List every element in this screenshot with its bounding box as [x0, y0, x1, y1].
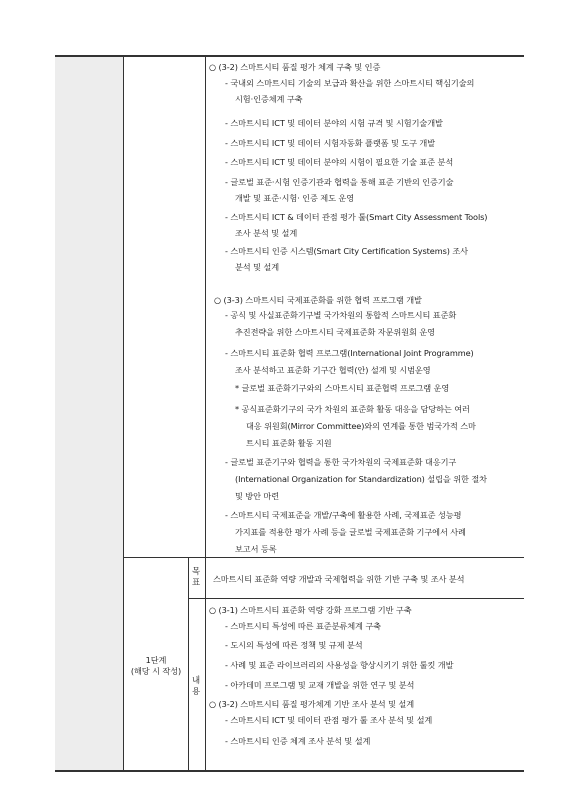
goal-label: 목표: [191, 566, 201, 587]
section-title: ○ (3-3) 스마트시티 국제표준화를 위한 협력 프로그램 개발: [214, 295, 422, 305]
stage1-label-line1: 1단계: [145, 655, 167, 665]
bullet-item: - 스마트시티 ICT & 데이터 관점 평가 툴(Smart City Assessment Tools): [225, 212, 488, 222]
bullet-item: 시험·인증체계 구축: [235, 94, 303, 104]
table-bottom-border: [55, 770, 524, 772]
bullet-item: - 스마트시티 ICT 및 데이터 분야의 시험 규격 및 시험기술개발: [225, 118, 443, 128]
col-divider-label: [188, 557, 189, 770]
bullet-item: - 스마트시티 표준화 협력 프로그램(International Joint Programme): [225, 348, 474, 358]
sub-bullet-item: * 글로벌 표준화기구와의 스마트시티 표준협력 프로그램 운영: [235, 383, 450, 393]
bullet-item: - 스마트시티 인증 시스템(Smart City Certification Systems) 조사: [225, 246, 468, 256]
bullet-item: - 글로벌 표준·시험 인증기관과 협력을 통해 표준 기반의 인증기술: [225, 177, 454, 187]
bullet-item: - 스마트시티 ICT 및 데이터 시험자동화 플랫폼 및 도구 개발: [225, 138, 436, 148]
section-title: ○ (3-2) 스마트시티 품질 평가 체계 구축 및 인증: [209, 62, 381, 72]
goal-bottom-border: [188, 598, 524, 599]
bullet-item: - 스마트시티 인증 체계 조사 분석 및 설계: [225, 736, 371, 746]
bullet-item: - 도시의 특성에 따른 정책 및 규제 분석: [225, 640, 363, 650]
section-title: ○ (3-2) 스마트시티 품질 평가체계 기반 조사 분석 및 설계: [209, 699, 415, 709]
bullet-item: (International Organization for Standardization) 설립을 위한 절차: [235, 474, 487, 484]
bullet-item: - 사례 및 표준 라이브러리의 사용성을 향상시키기 위한 툴킷 개발: [225, 660, 454, 670]
section-title: ○ (3-1) 스마트시티 표준화 역량 강화 프로그램 기반 구축: [209, 605, 412, 615]
col-divider-2: [205, 56, 206, 770]
goal-text: 스마트시티 표준화 역량 개발과 국제협력을 위한 기반 구축 및 조사 분석: [213, 574, 465, 584]
bullet-item: 추진전략을 위한 스마트시티 국제표준화 자문위원회 운영: [235, 327, 435, 337]
bullet-item: - 스마트시티 특성에 따른 표준분류체계 구축: [225, 621, 381, 631]
shaded-column: [55, 56, 123, 770]
sub-bullet-item: 대응 위원회(Mirror Committee)와의 연계를 통한 범국가적 스마: [246, 421, 476, 431]
bullet-item: - 국내외 스마트시티 기술의 보급과 확산을 위한 스마트시티 핵심기술의: [225, 78, 475, 88]
sub-bullet-item: 트시티 표준화 활동 지원: [246, 438, 332, 448]
bullet-item: 보고서 등록: [235, 544, 277, 554]
bullet-item: 분석 및 설계: [235, 262, 280, 272]
bullet-item: 조사 분석하고 표준화 기구간 협력(안) 설계 및 시범운영: [235, 365, 431, 375]
table-top-border: [55, 55, 524, 57]
bullet-item: 개발 및 표준·시험· 인증 제도 운영: [235, 193, 355, 203]
content-label: 내용: [191, 675, 201, 696]
sub-bullet-item: * 공식표준화기구의 국가 차원의 표준화 활동 대응을 담당하는 여러: [235, 404, 470, 414]
bullet-item: - 아카데미 프로그램 및 교재 개발을 위한 연구 및 분석: [225, 680, 415, 690]
bullet-item: - 글로벌 표준기구와 협력을 통한 국가차원의 국제표준화 대응기구: [225, 457, 457, 467]
bullet-item: - 스마트시티 국제표준을 개발/구축에 활용한 사례, 국제표준 성능평: [225, 510, 462, 520]
bullet-item: - 스마트시티 ICT 및 데이터 분야의 시험이 필요한 기술 표준 분석: [225, 157, 454, 167]
stage1-top-border: [123, 557, 524, 558]
bullet-item: - 스마트시티 ICT 및 데이터 관점 평가 툴 조사 분석 및 설계: [225, 715, 433, 725]
stage1-label-line2: (해당 시 작성): [130, 666, 182, 676]
bullet-item: 조사 분석 및 설계: [235, 228, 298, 238]
bullet-item: - 공식 및 사실표준화기구별 국가차원의 통합적 스마트시티 표준화: [225, 310, 457, 320]
bullet-item: 및 방안 마련: [235, 491, 280, 501]
bullet-item: 가지표를 적용한 평가 사례 등을 글로벌 국제표준화 기구에서 사례: [235, 527, 466, 537]
